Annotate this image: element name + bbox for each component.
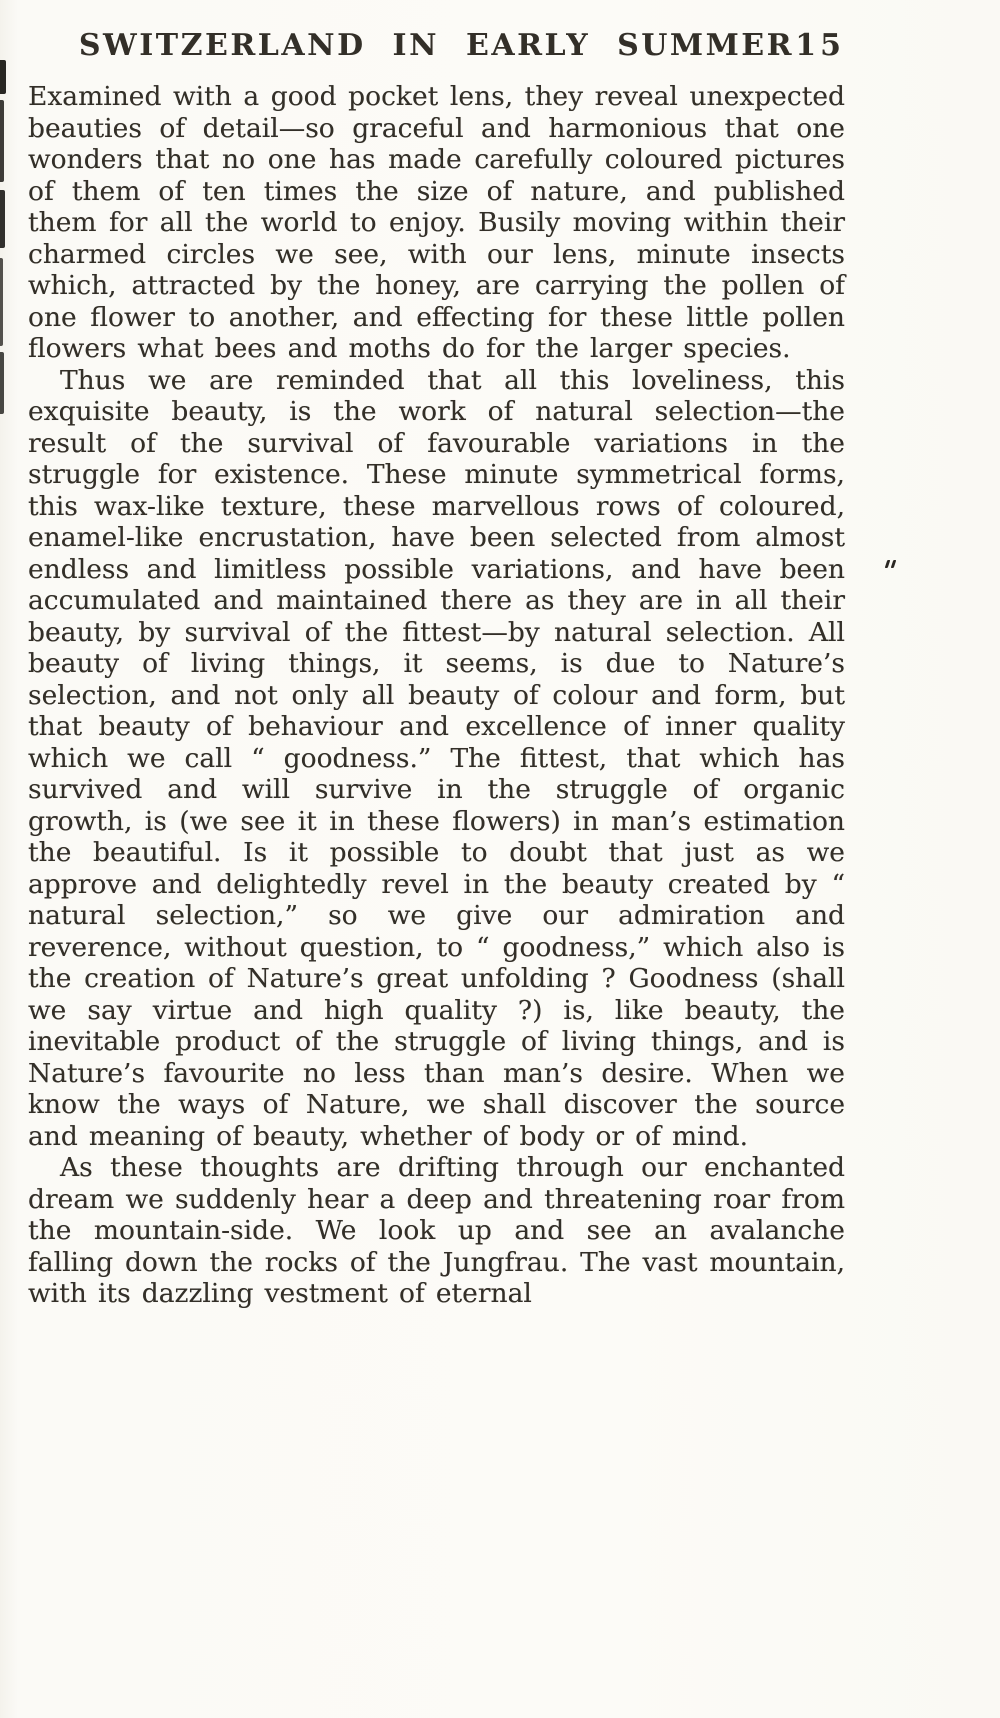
paragraph: Examined with a good pocket lens, they reveal unexpected beauties of detail—so graceful and harmonious that one wonders that no one has made carefully coloured pictures of them of ten times the size of nature, and published them for all the world to enjoy. Busily moving within their charmed circles we see, with our lens, minute insects which, attracted by the honey, are carrying the pollen of one flower to another, and effecting for these little pollen flowers what bees and moths do for the larger species. — [28, 81, 845, 364]
paragraph: As these thoughts are drifting through our enchanted dream we suddenly hear a deep and threatening roar from the mountain-side. We look up and see an avalanche falling down the rocks of the Jungfrau. The vast mountain, with its dazzling vestment of eternal — [28, 1152, 845, 1309]
ink-mark — [0, 352, 4, 414]
ink-mark — [0, 60, 6, 94]
ink-speck-artifact — [886, 560, 898, 568]
page-number: 15 — [795, 28, 845, 63]
scan-edge-artifact — [0, 0, 10, 1718]
paragraph: Thus we are reminded that all this loveliness, this exquisite beauty, is the work of natural selection—the result of the survival of favourable variations in the struggle for existence. These minute symmetrical forms, this wax-like texture, these marvellous rows of coloured, enamel-like encrustation, have been selected from almost endless and limitless possible variations, and have been accumulated and maintained there as they are in all their beauty, by survival of the fittest—by natural selection. All beauty of living things, it seems, is due to Nature’s selection, and not only all beauty of colour and form, but that beauty of behaviour and excellence of inner quality which we call “ goodness.” The fittest, that which has survived and will survive in the struggle of organic growth, is (we see it in these flowers) in man’s estimation the beautiful. Is it possible to doubt that just as we approve and delightedly revel in the beauty created by “ natural selection,” so we give our admiration and reverence, without question, to “ goodness,” which also is the creation of Nature’s great unfolding ? Goodness (shall we say virtue and high quality ?) is, like beauty, the inevitable product of the struggle of living things, and is Nature’s favourite no less than man’s desire. When we know the ways of Nature, we shall discover the source and meaning of beauty, whether of body or of mind. — [28, 364, 845, 1152]
ink-mark — [0, 190, 5, 248]
ink-mark — [0, 100, 4, 182]
ink-mark — [0, 258, 3, 346]
body-text — [28, 81, 845, 1310]
page-header-title: SWITZERLAND IN EARLY SUMMER — [78, 28, 795, 63]
running-header — [28, 28, 845, 63]
